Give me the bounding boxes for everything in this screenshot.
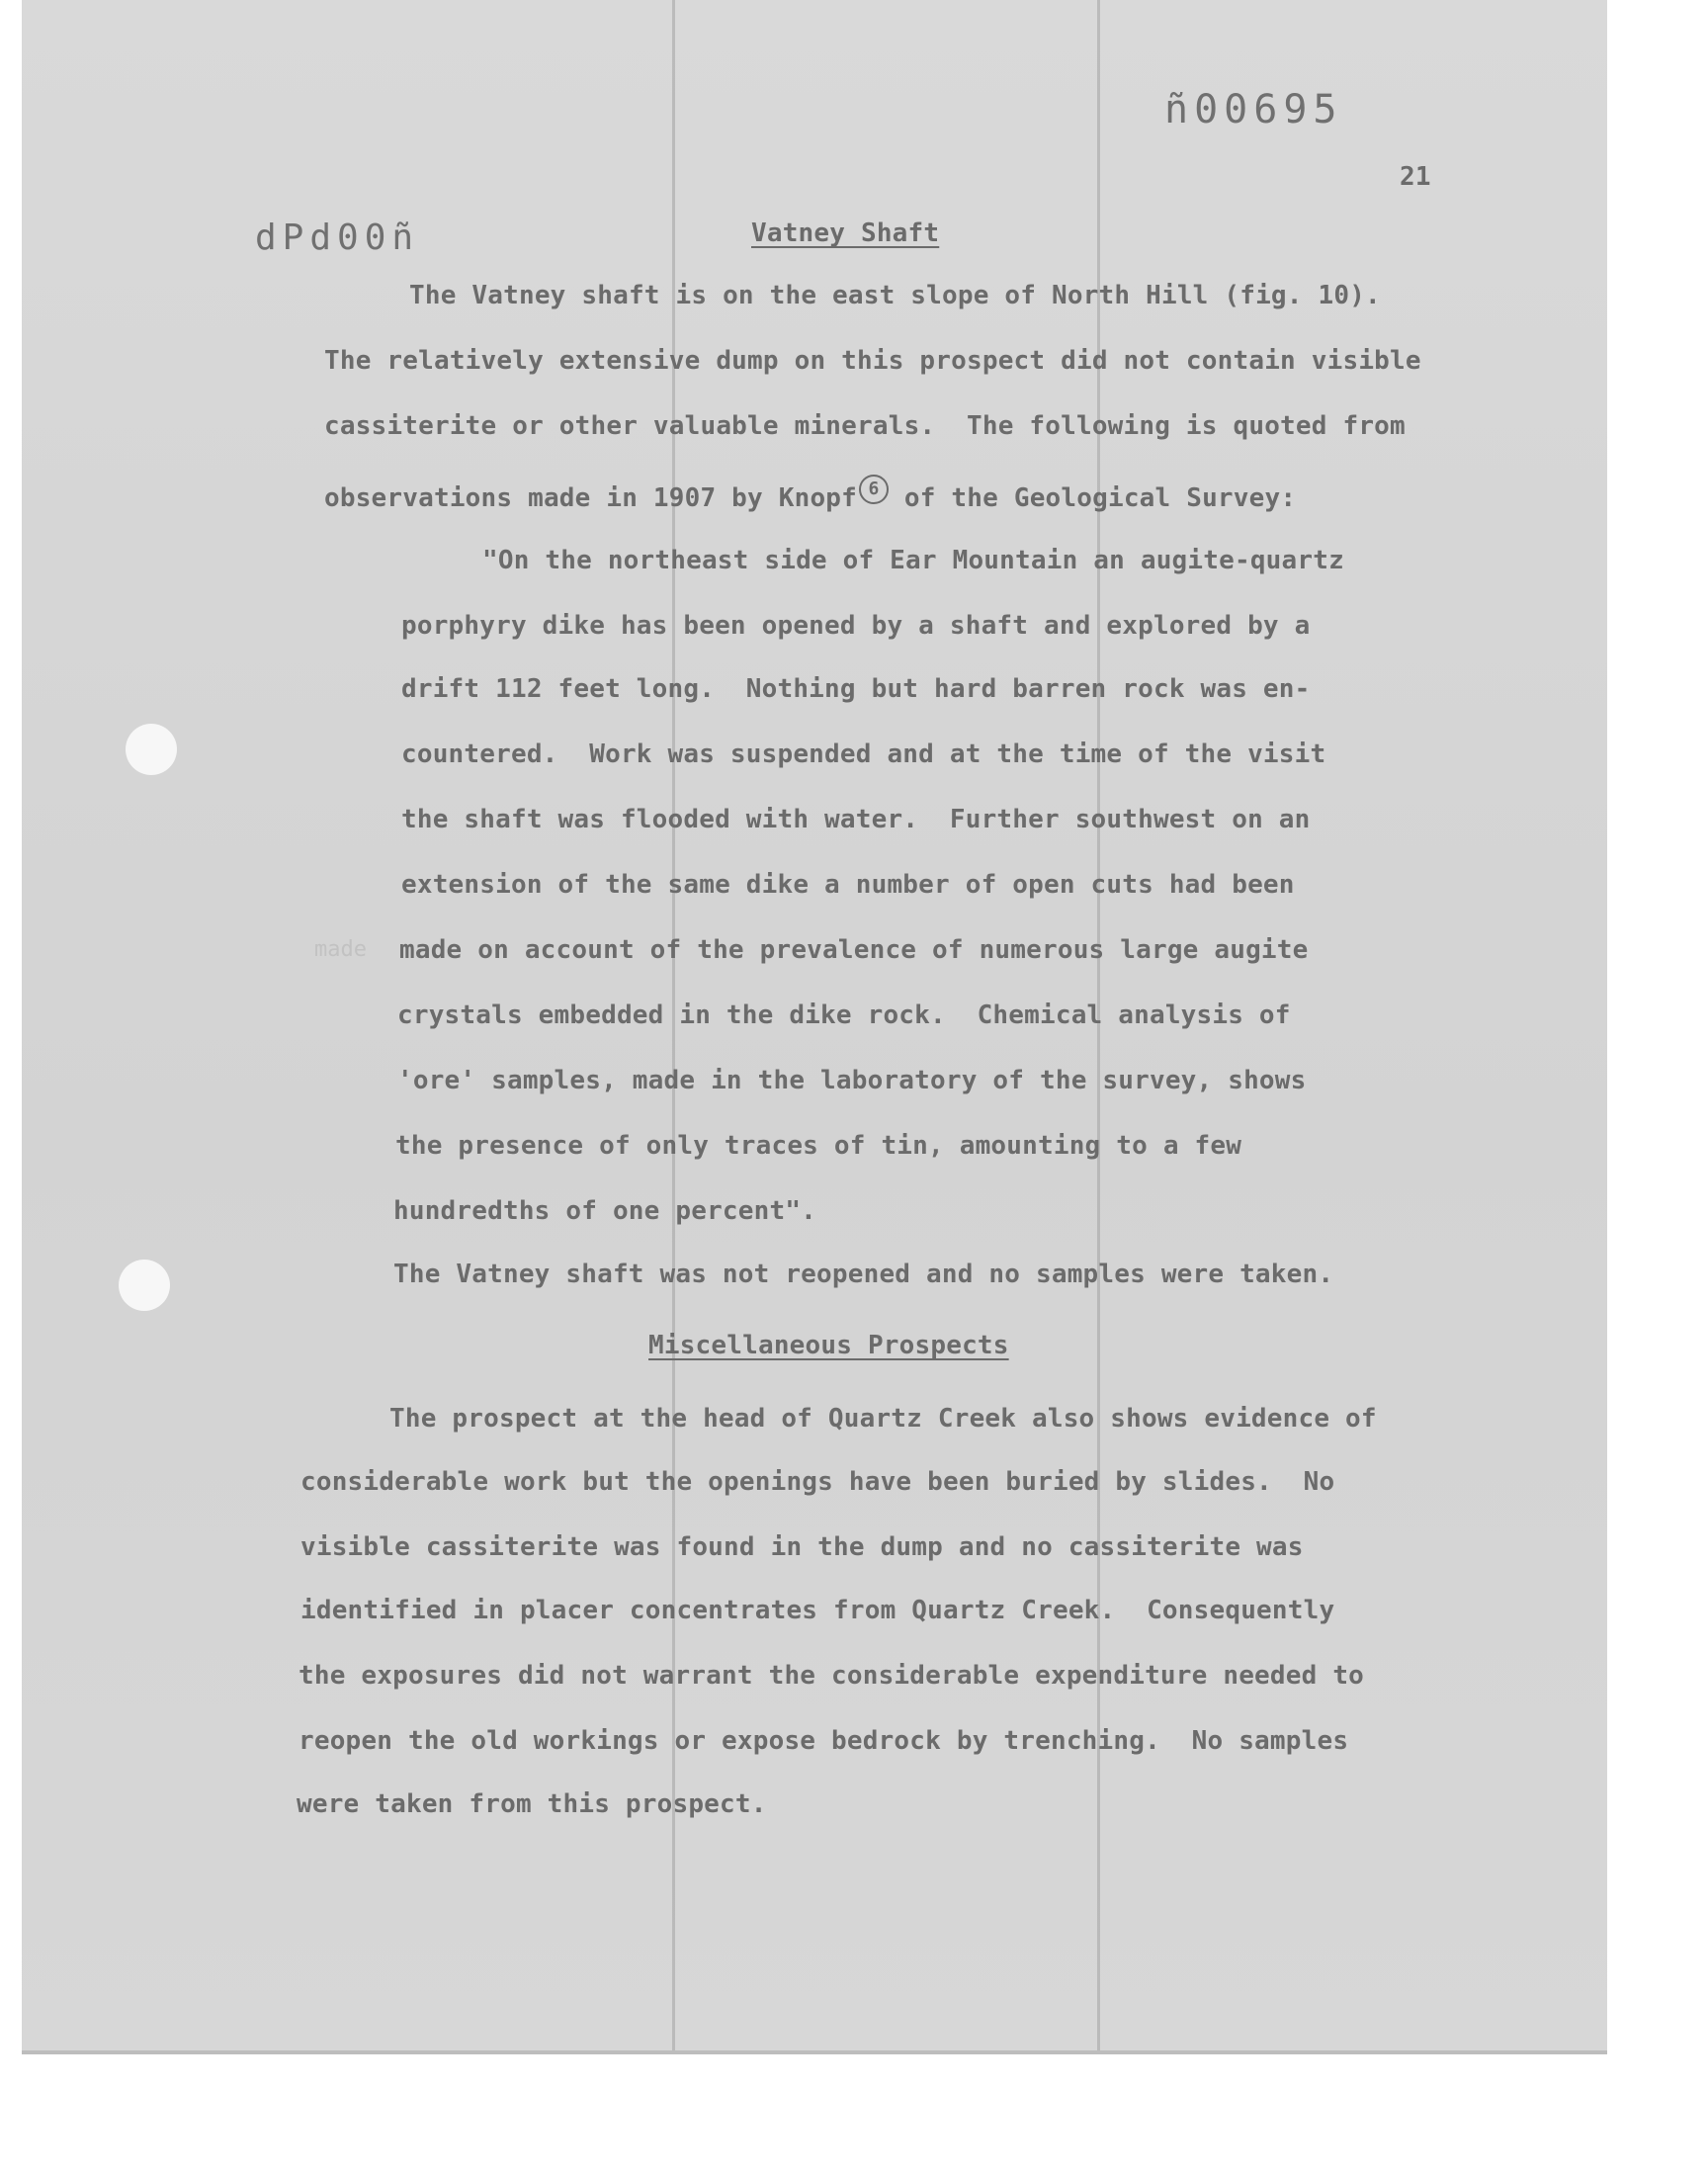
margin-note: made [314, 937, 367, 962]
paragraph-line: the exposures did not warrant the considerable expenditure needed to [299, 1661, 1365, 1691]
quote-line: the shaft was flooded with water. Further southwest on an [401, 805, 1311, 834]
quote-line: 'ore' samples, made in the laboratory of the survey, shows [397, 1066, 1307, 1095]
punch-hole [119, 1260, 170, 1311]
paragraph-line: were taken from this prospect. [297, 1789, 767, 1819]
punch-hole [126, 724, 177, 775]
paragraph-line-with-reference [324, 475, 1296, 513]
section-heading-vatney-shaft: Vatney Shaft [751, 218, 940, 248]
paragraph-line: The Vatney shaft is on the east slope of North Hill (fig. 10). [409, 281, 1381, 310]
quote-line: crystals embedded in the dike rock. Chemical analysis of [397, 1000, 1291, 1030]
document-page [22, 0, 1607, 2054]
paragraph-text: of the Geological Survey: [889, 483, 1297, 513]
reference-marker: 6 [859, 475, 889, 504]
quote-line: "On the northeast side of Ear Mountain an augite-quartz [482, 546, 1344, 575]
quote-line: extension of the same dike a number of open cuts had been [401, 870, 1295, 900]
quote-line: made on account of the prevalence of numerous large augite [399, 935, 1309, 965]
paragraph-text: observations made in 1907 by Knopf [324, 483, 858, 513]
paragraph-line: The Vatney shaft was not reopened and no samples were taken. [393, 1260, 1334, 1289]
quote-line: countered. Work was suspended and at the time of the visit [401, 740, 1326, 769]
quote-line: porphyry dike has been opened by a shaft and explored by a [401, 611, 1311, 641]
paragraph-line: identified in placer concentrates from Quartz Creek. Consequently [300, 1596, 1335, 1625]
document-stamp-number: ñ00695 [1164, 87, 1343, 132]
paragraph-line: The relatively extensive dump on this prospect did not contain visible [324, 346, 1421, 376]
paragraph-line: cassiterite or other valuable minerals. The following is quoted from [324, 411, 1406, 441]
paragraph-line: visible cassiterite was found in the dump and no cassiterite was [300, 1532, 1304, 1562]
quote-line: drift 112 feet long. Nothing but hard barren rock was en- [401, 674, 1311, 704]
paragraph-line: considerable work but the openings have been buried by slides. No [300, 1467, 1335, 1497]
page-bottom-edge [22, 2050, 1607, 2054]
page-number: 21 [1400, 162, 1431, 192]
quote-line: hundredths of one percent". [393, 1196, 817, 1226]
paragraph-line: reopen the old workings or expose bedrock by trenching. No samples [299, 1726, 1349, 1756]
document-stamp-left: dPd00ñ [255, 218, 420, 258]
paragraph-line: The prospect at the head of Quartz Creek also shows evidence of [389, 1404, 1377, 1434]
quote-line: the presence of only traces of tin, amounting to a few [395, 1131, 1242, 1161]
section-heading-miscellaneous-prospects: Miscellaneous Prospects [648, 1331, 1009, 1360]
